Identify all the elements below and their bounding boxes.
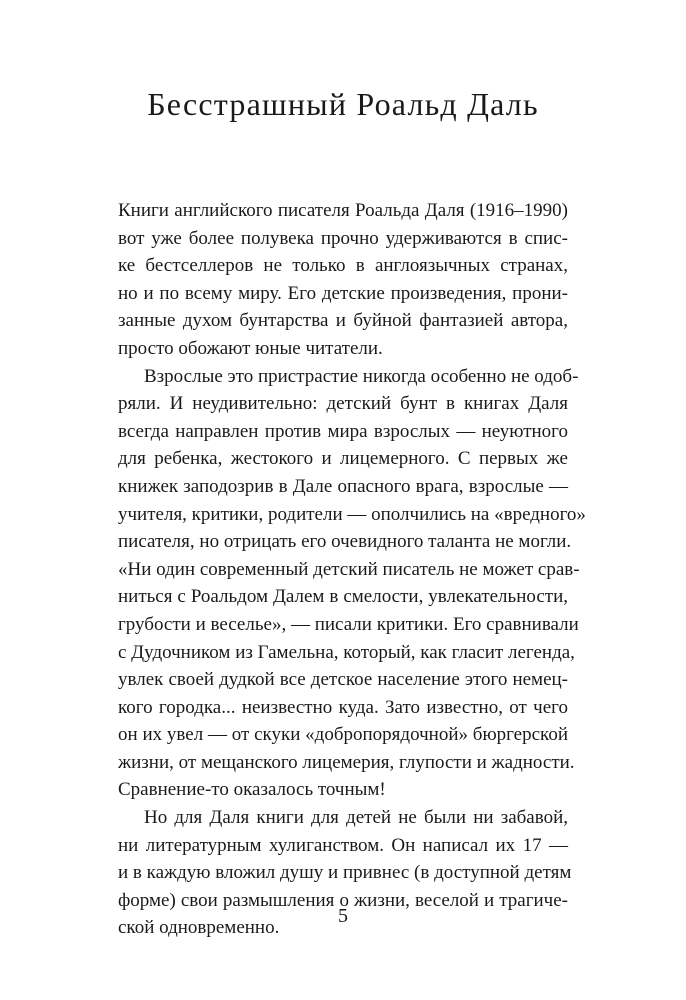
text-line: занные духом бунтарства и буйной фантазией автора,: [118, 310, 568, 332]
text-line: ряли. И неудивительно: детский бунт в книгах Даля: [118, 393, 568, 415]
text-line: ке бестселлеров не только в англоязычных странах,: [118, 255, 568, 277]
text-line: он их увел — от скуки «добропорядочной» бюргерской: [118, 724, 568, 746]
text-line: с Дудочником из Гамельна, который, как гласит легенда,: [118, 641, 575, 663]
text-line: учителя, критики, родители — ополчились на «вредного»: [118, 503, 586, 525]
text-line: книжек заподозрив в Дале опасного врага, взрослые —: [118, 475, 568, 497]
text-line: ниться с Роальдом Далем в смелости, увлекательности,: [118, 586, 568, 608]
text-line: писателя, но отрицать его очевидного таланта не могли.: [118, 531, 572, 553]
text-line: и в каждую вложил душу и привнес (в доступной детям: [118, 862, 572, 884]
text-line: ской одновременно.: [118, 917, 280, 939]
text-line: Но для Даля книги для детей не были ни забавой,: [144, 807, 568, 829]
text-line: Книги английского писателя Роальда Даля (1916–1990): [118, 200, 568, 221]
page-number: 5: [338, 905, 348, 927]
text-line: «Ни один современный детский писатель не может срав-: [118, 558, 580, 580]
text-line: ни литературным хулиганством. Он написал их 17 —: [118, 834, 568, 856]
text-line: жизни, от мещанского лицемерия, глупости и жадности.: [118, 751, 575, 773]
text-line: просто обожают юные читатели.: [118, 337, 383, 359]
text-line: вот уже более полувека прочно удерживаются в спис-: [118, 227, 568, 249]
text-line: но и по всему миру. Его детские произведения, прони-: [118, 282, 568, 304]
text-line: Взрослые это пристрастие никогда особенно не одоб-: [144, 365, 579, 387]
text-line: всегда направлен против мира взрослых — неуютного: [118, 420, 568, 442]
text-line: Сравнение-то оказалось точным!: [118, 779, 386, 801]
chapter-title: Бесстрашный Роальд Даль: [147, 86, 539, 122]
text-line: для ребенка, жестокого и лицемерного. С первых же: [118, 448, 568, 470]
text-line: кого городка... неизвестно куда. Зато известно, от чего: [118, 696, 568, 718]
body-text: [118, 197, 586, 942]
text-line: форме) свои размышления о жизни, веселой и трагиче-: [118, 889, 568, 911]
text-line: грубости и веселье», — писали критики. Его сравнивали: [118, 613, 579, 635]
text-line: увлек своей дудкой все детское население этого немец-: [118, 669, 568, 691]
